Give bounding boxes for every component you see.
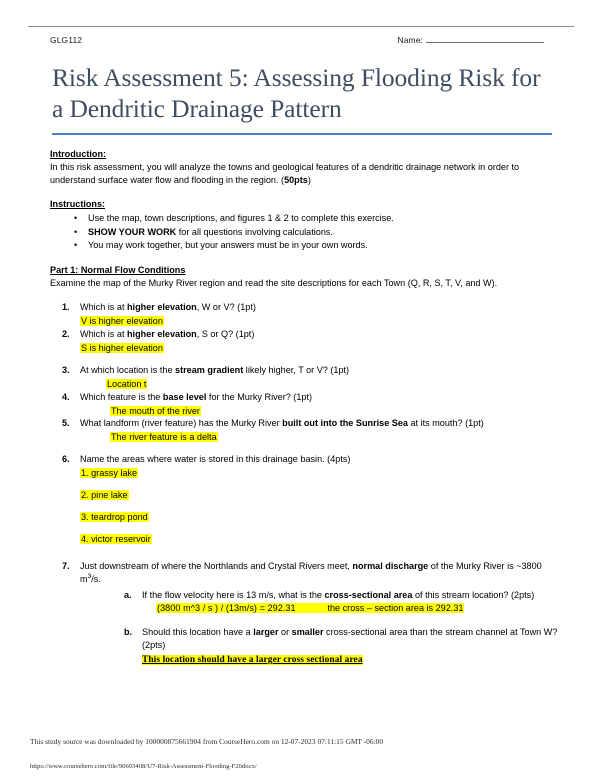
question-7a: [80, 589, 562, 616]
page-title: Risk Assessment 5: Assessing Flooding Risk for a Dendritic Drainage Pattern: [52, 63, 541, 124]
bullet-icon: •: [74, 240, 78, 251]
question-2: [50, 328, 562, 355]
answer-field[interactable]: [106, 378, 562, 391]
question-text-end: /s.: [91, 573, 101, 584]
subquestion-text-bold-larger: larger: [253, 627, 279, 638]
question-text-after: of the Murky River is ~3800 m: [80, 560, 542, 584]
answer-text: Location t: [107, 378, 147, 389]
subquestion-text-bold-smaller: smaller: [291, 627, 324, 638]
answer-field[interactable]: [80, 315, 562, 328]
question-text-before: At which location is the: [80, 364, 176, 375]
subquestion-text-before: If the flow velocity here is 13 m/s, what is the: [142, 589, 325, 600]
spacer: [50, 444, 562, 453]
answer-text: 2. pine lake: [81, 490, 128, 501]
header-divider: [28, 26, 574, 27]
name-label: Name:: [397, 35, 423, 45]
answer-text: S is higher elevation: [81, 342, 163, 353]
introduction-heading: Introduction:: [50, 149, 107, 159]
question-text: Name the areas where water is stored in this drainage basin. (4pts): [80, 454, 351, 465]
question-text-bold: base level: [162, 391, 207, 402]
question-5: [50, 417, 562, 444]
question-text-after: for the Murky River? (1pt): [206, 391, 313, 402]
name-blank-line[interactable]: [426, 35, 544, 43]
question-text-before: Which is at: [80, 302, 127, 313]
introduction-points: 50pts: [284, 174, 308, 185]
subquestion-text-before: Should this location have a: [142, 627, 254, 638]
question-text-bold: stream gradient: [175, 364, 244, 375]
spacer: [80, 615, 562, 623]
question-7-sublist: [80, 589, 562, 668]
list-item-text: Use the map, town descriptions, and figures 1 & 2 to complete this exercise.: [88, 212, 394, 223]
question-text-bold: higher elevation: [127, 302, 197, 313]
footer-source-url[interactable]: https://www.coursehero.com/file/90693408/U7-Risk-Assessment-Flooding-F20docx/: [30, 763, 257, 770]
question-7b: [80, 626, 562, 667]
question-text-before: Which is at: [80, 328, 127, 339]
list-item: [74, 212, 562, 225]
answer-text: V is higher elevation: [81, 316, 163, 327]
question-text: [80, 328, 562, 341]
page-header: [50, 35, 552, 45]
question-text-bold: normal discharge: [352, 560, 429, 571]
question-text: [80, 391, 562, 404]
question-3: [50, 364, 562, 391]
answer-text: 1. grassy lake: [81, 468, 138, 479]
bullet-icon: •: [74, 226, 78, 237]
answer-calculation: (3800 m^3 / s ) / (13m/s) = 292.31: [157, 603, 296, 614]
footer-download-notice: This study source was downloaded by 100000875661904 from CourseHero.com on 12-07-2023 07:11:15 GMT -06:00: [30, 737, 384, 746]
answer-field[interactable]: [110, 431, 562, 444]
spacer: [50, 187, 562, 198]
answer-text: This location should have a larger cross sectional area: [142, 655, 363, 666]
instructions-list: [50, 212, 562, 253]
introduction-text: [50, 161, 562, 187]
answer-field[interactable]: [142, 653, 562, 667]
introduction-text-part1: In this risk assessment, you will analyze the towns and geological features of a dendritic drainage network in order to understand surface water flow and flooding in the region. (: [50, 161, 520, 185]
answer-text: 3. teardrop pond: [81, 511, 148, 522]
spacer: [50, 355, 562, 364]
question-text: [80, 560, 562, 586]
question-text-bold: built out into the Sunrise Sea: [282, 418, 408, 429]
spacer: [50, 253, 562, 264]
subquestion-text-after: cross-sectional area than the stream channel at Town W? (2pts): [142, 627, 558, 651]
answer-field[interactable]: [80, 533, 562, 546]
answer-field[interactable]: [156, 602, 562, 615]
list-item-bold: SHOW YOUR WORK: [88, 226, 177, 237]
instructions-heading: Instructions:: [50, 198, 106, 209]
question-number: 5.: [62, 418, 70, 429]
question-text-after: , S or Q? (1pt): [196, 328, 255, 339]
course-code: GLG112: [50, 35, 83, 45]
answer-field[interactable]: [80, 511, 562, 524]
question-text: [80, 417, 562, 430]
question-4: [50, 391, 562, 418]
question-number: 3.: [62, 364, 70, 375]
question-text: [80, 301, 562, 314]
bullet-icon: •: [74, 212, 78, 223]
subquestion-text-bold: cross-sectional area: [324, 589, 413, 600]
list-item: [74, 226, 562, 239]
name-field-group: [397, 35, 544, 45]
spacer: [50, 546, 562, 560]
question-number: 7.: [62, 560, 70, 571]
answer-field[interactable]: [80, 467, 562, 480]
question-6: [50, 453, 562, 546]
answer-field[interactable]: [110, 405, 562, 418]
answer-spacer: [297, 603, 327, 613]
question-number: 1.: [62, 302, 70, 313]
subquestion-text-after: of this stream location? (2pts): [412, 589, 535, 600]
question-text-before: Just downstream of where the Northlands and Crystal Rivers meet,: [80, 560, 353, 571]
question-text-before: Which feature is the: [80, 391, 163, 402]
introduction-text-part2: ): [307, 174, 311, 185]
subquestion-letter: a.: [124, 589, 132, 600]
question-list: [50, 301, 562, 667]
answer-text: The river feature is a delta: [111, 432, 217, 443]
list-item-text: for all questions involving calculations.: [176, 226, 333, 237]
question-text-after: likely higher, T or V? (1pt): [243, 364, 350, 375]
part1-intro-text: Examine the map of the Murky River region and read the site descriptions for each Town (Q, R, S, T, V, and W).: [50, 278, 498, 289]
question-text-after: , W or V? (1pt): [196, 302, 256, 313]
question-number: 6.: [62, 454, 70, 465]
answer-text: 4. victor reservoir: [81, 533, 151, 544]
question-number: 2.: [62, 328, 70, 339]
answer-group: [80, 467, 562, 546]
part1-heading: Part 1: Normal Flow Conditions: [50, 265, 186, 276]
question-text-bold: higher elevation: [127, 328, 197, 339]
question-text-after: at its mouth? (1pt): [407, 418, 484, 429]
subquestion-text: [142, 627, 557, 650]
list-item-text: You may work together, but your answers must be in your own words.: [88, 240, 368, 251]
question-1: [50, 301, 562, 328]
subquestion-text-mid: or: [278, 627, 292, 638]
question-text-superscript: 3: [87, 572, 92, 580]
title-underline-rule: [52, 133, 552, 135]
answer-text: The mouth of the river: [111, 405, 200, 416]
answer-field[interactable]: [80, 342, 562, 355]
spacer: [50, 290, 562, 301]
document-body: [50, 148, 562, 668]
subquestion-text: [142, 590, 534, 600]
answer-note: the cross – section area is 292.31: [327, 603, 464, 614]
subquestion-letter: b.: [124, 627, 133, 638]
question-text-before: What landform (river feature) has the Murky River: [80, 418, 283, 429]
question-number: 4.: [62, 391, 70, 402]
answer-field[interactable]: [80, 489, 562, 502]
question-text: [80, 364, 562, 377]
question-7: [50, 560, 562, 668]
list-item: [74, 239, 562, 252]
